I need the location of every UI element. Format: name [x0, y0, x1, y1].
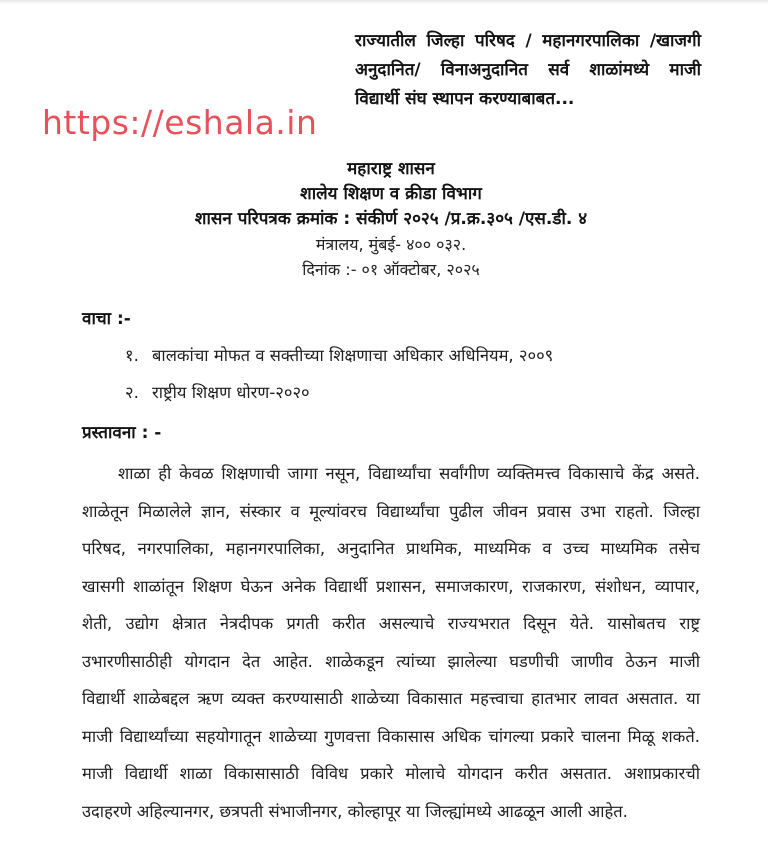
department-name: शालेय शिक्षण व क्रीडा विभाग — [300, 184, 482, 204]
paragraph-line: खासगी शाळांतून शिक्षण घेऊन अनेक विद्यार्थी प्रशासन, समाजकारण, राजकारण, संशोधन, व्यापार, — [82, 576, 700, 596]
read-item-number: १. — [125, 346, 139, 365]
paragraph-line: शेती, उद्योग क्षेत्रात नेत्रदीपक प्रगती करीत असल्याचे राज्यभरात दिसून येते. यासोबतच राष्ट्र — [82, 614, 700, 633]
read-item-number: २. — [125, 383, 139, 402]
paragraph-line: विद्यार्थी शाळेबद्दल ऋण व्यक्त करण्यासाठी शाळेच्या विकासात महत्त्वाचा हातभार लावत असतात. या — [82, 689, 700, 708]
paragraph-line: माजी विद्यार्थी शाळा विकासासाठी विविध प्रकारे मोलाचे योगदान करीत असतात. अशाप्रकारची — [82, 764, 700, 783]
date-line: दिनांक :- ०१ ऑक्टोबर, २०२५ — [302, 260, 480, 279]
circular-number: शासन परिपत्रक क्रमांक : संकीर्ण २०२५ /प्र.क्र.३०५ /एस.डी. ४ — [194, 209, 588, 229]
read-item-text: राष्ट्रीय शिक्षण धोरण-२०२० — [152, 383, 310, 402]
ministry-address: मंत्रालय, मुंबई- ४०० ०३२. — [315, 235, 467, 254]
paragraph-line: शाळा ही केवळ शिक्षणाची जागा नसून, विद्यार्थ्यांचा सर्वांगीण व्यक्तिमत्त्व विकासाचे केंद्र असते. — [118, 464, 700, 483]
subject-block — [355, 27, 701, 114]
preamble-paragraph — [82, 455, 700, 830]
read-label: वाचा :- — [82, 309, 131, 329]
watermark-url: https://eshala.in — [42, 103, 318, 142]
subject-line: राज्यातील जिल्हा परिषद / महानगरपालिका /खाजगी — [355, 31, 701, 51]
subject-line: अनुदानित/ विनाअनुदानित सर्व शाळांमध्ये माजी — [355, 60, 701, 80]
read-list — [82, 337, 700, 411]
read-item-text: बालकांचा मोफत व सक्तीच्या शिक्षणाचा अधिकार अधिनियम, २००९ — [152, 346, 554, 365]
paragraph-line: माजी विद्यार्थ्यांच्या सहयोगातून शाळेच्या गुणवत्ता विकासास अधिक चांगल्या प्रकारे चालना मिळू शकते. — [82, 726, 700, 746]
read-item — [82, 374, 700, 411]
read-item — [82, 337, 700, 374]
paragraph-line: परिषद, नगरपालिका, महानगरपालिका, अनुदानित प्राथमिक, माध्यमिक व उच्च माध्यमिक तसेच — [82, 539, 700, 558]
letterhead — [82, 157, 700, 282]
paragraph-line: शाळेतून मिळालेले ज्ञान, संस्कार व मूल्यांवरच विद्यार्थ्यांचा पुढील जीवन प्रवास उभा राहतो. जिल्हा — [82, 501, 700, 521]
paragraph-line: उभारणीसाठीही योगदान देत आहेत. शाळेकडून त्यांच्या झालेल्या घडणीची जाणीव ठेऊन माजी — [82, 651, 700, 671]
preamble-label: प्रस्तावना : - — [82, 423, 162, 443]
government-title: महाराष्ट्र शासन — [347, 159, 435, 179]
page-top-shadow — [0, 0, 768, 4]
paragraph-line: उदाहरणे अहिल्यानगर, छत्रपती संभाजीनगर, कोल्हापूर या जिल्ह्यांमध्ये आढळून आली आहेत. — [82, 801, 628, 821]
subject-line: विद्यार्थी संघ स्थापन करण्याबाबत... — [355, 89, 575, 109]
